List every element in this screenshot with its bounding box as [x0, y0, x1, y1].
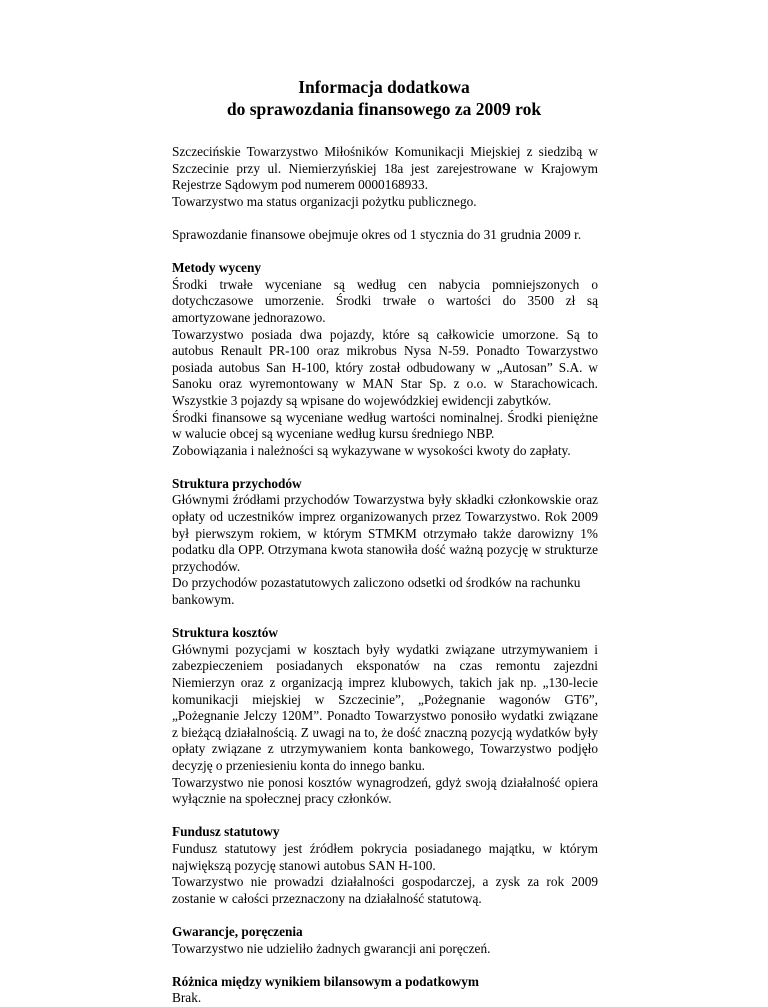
title-line-2: do sprawozdania finansowego za 2009 rok: [226, 99, 542, 119]
section-paragraph: Do przychodów pozastatutowych zaliczono odsetki od środków na rachunku bankowym.: [172, 575, 581, 608]
section-heading: Struktura kosztów: [172, 625, 279, 641]
section-heading: Metody wyceny: [172, 260, 261, 276]
section-paragraph: Środki finansowe są wyceniane według wartości nominalnej. Środki pieniężne w walucie obcej są wyceniane według kursu średniego NBP.: [172, 409, 598, 442]
section-fundusz-statutowy: [172, 824, 598, 907]
section-paragraph: Głównymi pozycjami w kosztach były wydatki związane utrzymywaniem i zabezpieczeniem posiadanych eksponatów na czas remontu zajezdni Niemierzyn oraz z organizacją imprez klubowych, takich jak np. „130-lecie komunikacji miejskiej w Szczecinie”, „Pożegnanie wagonów GT6”, „Pożegnanie Jelczy 120M”. Ponadto Towarzystwo ponosiło wydatki związane z bieżącą działalnością. Z uwagi na to, że dość znaczną pozycją wydatków były opłaty związane z utrzymywaniem konta bankowego, Towarzystwo podjęło decyzję o przeniesieniu konta do innego banku.: [172, 641, 598, 773]
document-title: [0, 76, 768, 120]
section-roznica: [172, 974, 598, 1007]
section-heading: Struktura przychodów: [172, 475, 302, 491]
intro-period: Sprawozdanie finansowe obejmuje okres od 1 stycznia do 31 grudnia 2009 r.: [172, 226, 582, 242]
section-paragraph: Zobowiązania i należności są wykazywane w wysokości kwoty do zapłaty.: [172, 442, 571, 458]
section-paragraph: Towarzystwo posiada dwa pojazdy, które są całkowicie umorzone. Są to autobus Renault PR-100 oraz mikrobus Nysa N-59. Ponadto Towarzystwo posiada autobus San H-100, który został odbudowany w „Autosan” S.A. w Sanoku oraz wyremontowany w MAN Star Sp. z o.o. w Starachowicach. Wszystkie 3 pojazdy są wpisane do wojewódzkiej ewidencji zabytków.: [172, 326, 598, 408]
section-heading: Gwarancje, poręczenia: [172, 923, 303, 939]
section-paragraph: Towarzystwo nie prowadzi działalności gospodarczej, a zysk za rok 2009 zostanie w całości przeznaczony na działalność statutową.: [172, 874, 598, 906]
intro-paragraph: Szczecińskie Towarzystwo Miłośników Komunikacji Miejskiej z siedzibą w Szczecinie przy ul. Niemierzyńskiej 18a jest zarejestrowane w Krajowym Rejestrze Sądowym pod numerem 0000168933.: [172, 144, 598, 193]
section-metody-wyceny: [172, 260, 598, 459]
section-struktura-przychodow: [172, 476, 598, 609]
section-heading: Fundusz statutowy: [172, 824, 280, 840]
section-paragraph: Towarzystwo nie udzieliło żadnych gwarancji ani poręczeń.: [172, 940, 491, 956]
document-body: [172, 144, 598, 1007]
section-paragraph: Głównymi źródłami przychodów Towarzystwa były składki członkowskie oraz opłaty od uczestników imprez organizowanych przez Towarzystwo. Rok 2009 był pierwszym rokiem, w którym STMKM otrzymało także darowizny 1% podatku dla OPP. Otrzymana kwota stanowiła dość ważną pozycję w strukturze przychodów.: [172, 492, 598, 574]
section-paragraph: Brak.: [172, 990, 202, 1006]
intro-status: Towarzystwo ma status organizacji pożytku publicznego.: [172, 193, 477, 209]
intro-section: [172, 144, 598, 244]
section-gwarancje: [172, 924, 598, 957]
section-struktura-kosztow: [172, 625, 598, 808]
title-line-1: Informacja dodatkowa: [298, 77, 470, 97]
section-paragraph: Środki trwałe wyceniane są według cen nabycia pomniejszonych o dotychczasowe umorzenie. Środki trwałe o wartości do 3500 zł są amortyzowane jednorazowo.: [172, 276, 598, 325]
section-heading: Różnica między wynikiem bilansowym a podatkowym: [172, 973, 479, 989]
section-paragraph: Towarzystwo nie ponosi kosztów wynagrodzeń, gdyż swoją działalność opiera wyłącznie na społecznej pracy członków.: [172, 774, 598, 807]
section-paragraph: Fundusz statutowy jest źródłem pokrycia posiadanego majątku, w którym największą pozycję stanowi autobus SAN H-100.: [172, 840, 598, 873]
